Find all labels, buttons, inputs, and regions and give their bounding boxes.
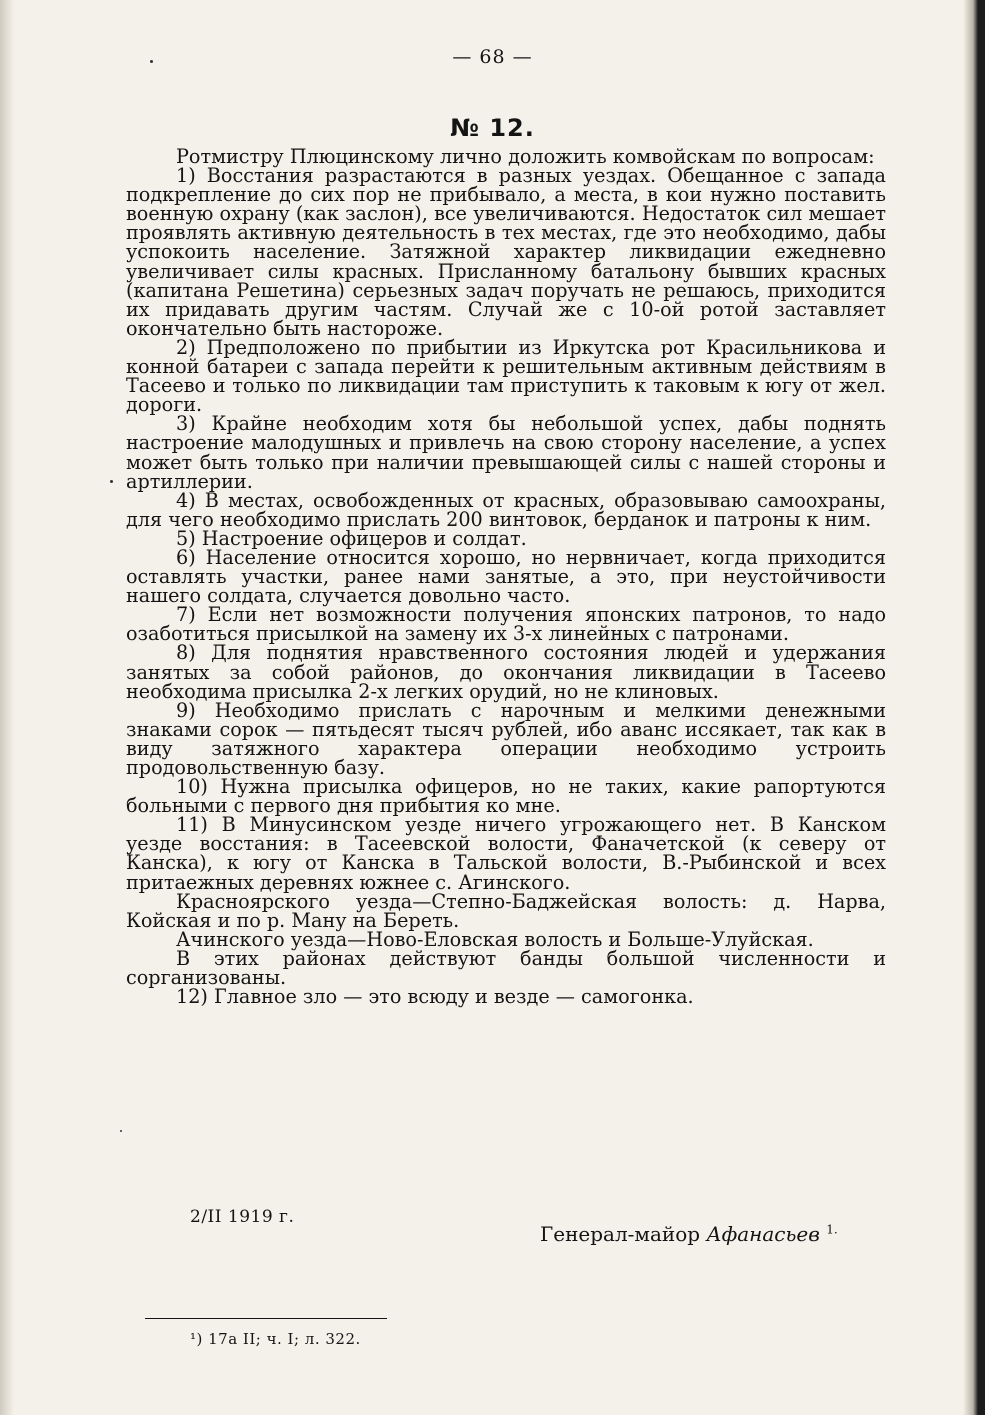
page-left-shadow (0, 0, 14, 1415)
paragraph: В этих районах действуют банды большой численности и сорганизованы. (126, 946, 886, 990)
paragraph: 2) Предположено по прибытии из Иркутска рот Красильникова и конной батареи с запада перейти к решительным активным действиям в Тасеево и только по ликвидации там приступить к таковым к югу от жел. дороги. (126, 335, 886, 417)
paragraph: 4) В местах, освобожденных от красных, образовываю самоохраны, для чего необходимо прислать 200 винтовок, берданок и патроны к ним. (126, 488, 886, 531)
document-number: № 12. (450, 114, 535, 142)
paragraph: 10) Нужна присылка офицеров, но не таких, какие рапортуются больными с первого дня прибытия ко мне. (126, 775, 886, 818)
paragraph: 5) Настроение офицеров и солдат. (176, 526, 527, 550)
paragraph: 6) Население относится хорошо, но нервничает, когда приходится оставлять участки, ранее нами занятые, а это, при неустойчивости нашего солдата, случается довольно часто. (126, 545, 886, 608)
footnote-divider (145, 1318, 387, 1319)
footnote-reference: 1. (826, 1222, 838, 1237)
signature-name: Афанасьев (706, 1222, 820, 1246)
paragraph: 11) В Минусинском уезде ничего угрожающего нет. В Канском уезде восстания: в Тасеевской волости, Фаначетской (к северу от Канска), к югу от Канска в Тальской волости, В.-Рыбинской и всех притаежных деревнях южнее с. Агинского. (126, 813, 886, 894)
signature-title: Генерал-майор (540, 1222, 701, 1246)
paragraph: 3) Крайне необходим хотя бы небольшой успех, дабы поднять настроение малодушных и привлечь на свою сторону население, а успех может быть только при наличии превышающей силы с нашей стороны и артиллерии. (126, 412, 886, 493)
scan-speck (110, 480, 113, 483)
page-number: — 68 — (452, 46, 533, 68)
scan-speck (150, 60, 153, 63)
document-body (126, 145, 886, 1009)
paragraph: Ротмистру Плюцинскому лично доложить комвойскам по вопросам: (176, 145, 875, 168)
paragraph: Красноярского уезда—Степно-Баджейская волость: д. Нарва, Койская и по р. Ману на Береть. (126, 889, 886, 932)
page-right-edge (963, 0, 985, 1415)
document-date: 2/II 1919 г. (190, 1207, 295, 1227)
paragraph: 1) Восстания разрастаются в разных уездах. Обещанное с запада подкрепление до сих пор не прибывало, а места, в кои нужно поставить военную охрану (как заслон), все увеличиваются. Недостаток сил мешает проявлять активную деятельность в тех местах, где это необходимо, дабы успокоить население. Затяжной характер ликвидации ежедневно увеличивает силы красных. Присланному батальону бывших красных (капитана Решетина) серьезных задач поручать не решаюсь, приходится их придавать другим частям. Случай же с 10-ой ротой заставляет окончательно быть настороже. (126, 164, 886, 340)
paragraph: 8) Для поднятия нравственного состояния людей и удержания занятых за собой районов, до окончания ликвидации в Тасеево необходима присылка 2-х легких орудий, но не клиновых. (126, 641, 886, 703)
paragraph: 9) Необходимо прислать с нарочным и мелкими денежными знаками сорок — пятьдесят тысяч рублей, ибо аванс иссякает, так как в виду затяжного характера операции необходимо устроить продовольственную базу. (126, 698, 886, 779)
paragraph: 12) Главное зло — это всюду и везде — самогонка. (176, 985, 694, 1009)
paragraph: Ачинского уезда—Ново-Еловская волость и Больше-Улуйская. (176, 927, 814, 951)
signature-block (540, 1222, 838, 1246)
paragraph: 7) Если нет возможности получения японских патронов, то надо озаботиться присылкой на замену их 3-х линейных с патронами. (126, 603, 886, 646)
scan-speck (120, 1130, 122, 1132)
footnote: ¹) 17а II; ч. I; л. 322. (190, 1330, 361, 1348)
